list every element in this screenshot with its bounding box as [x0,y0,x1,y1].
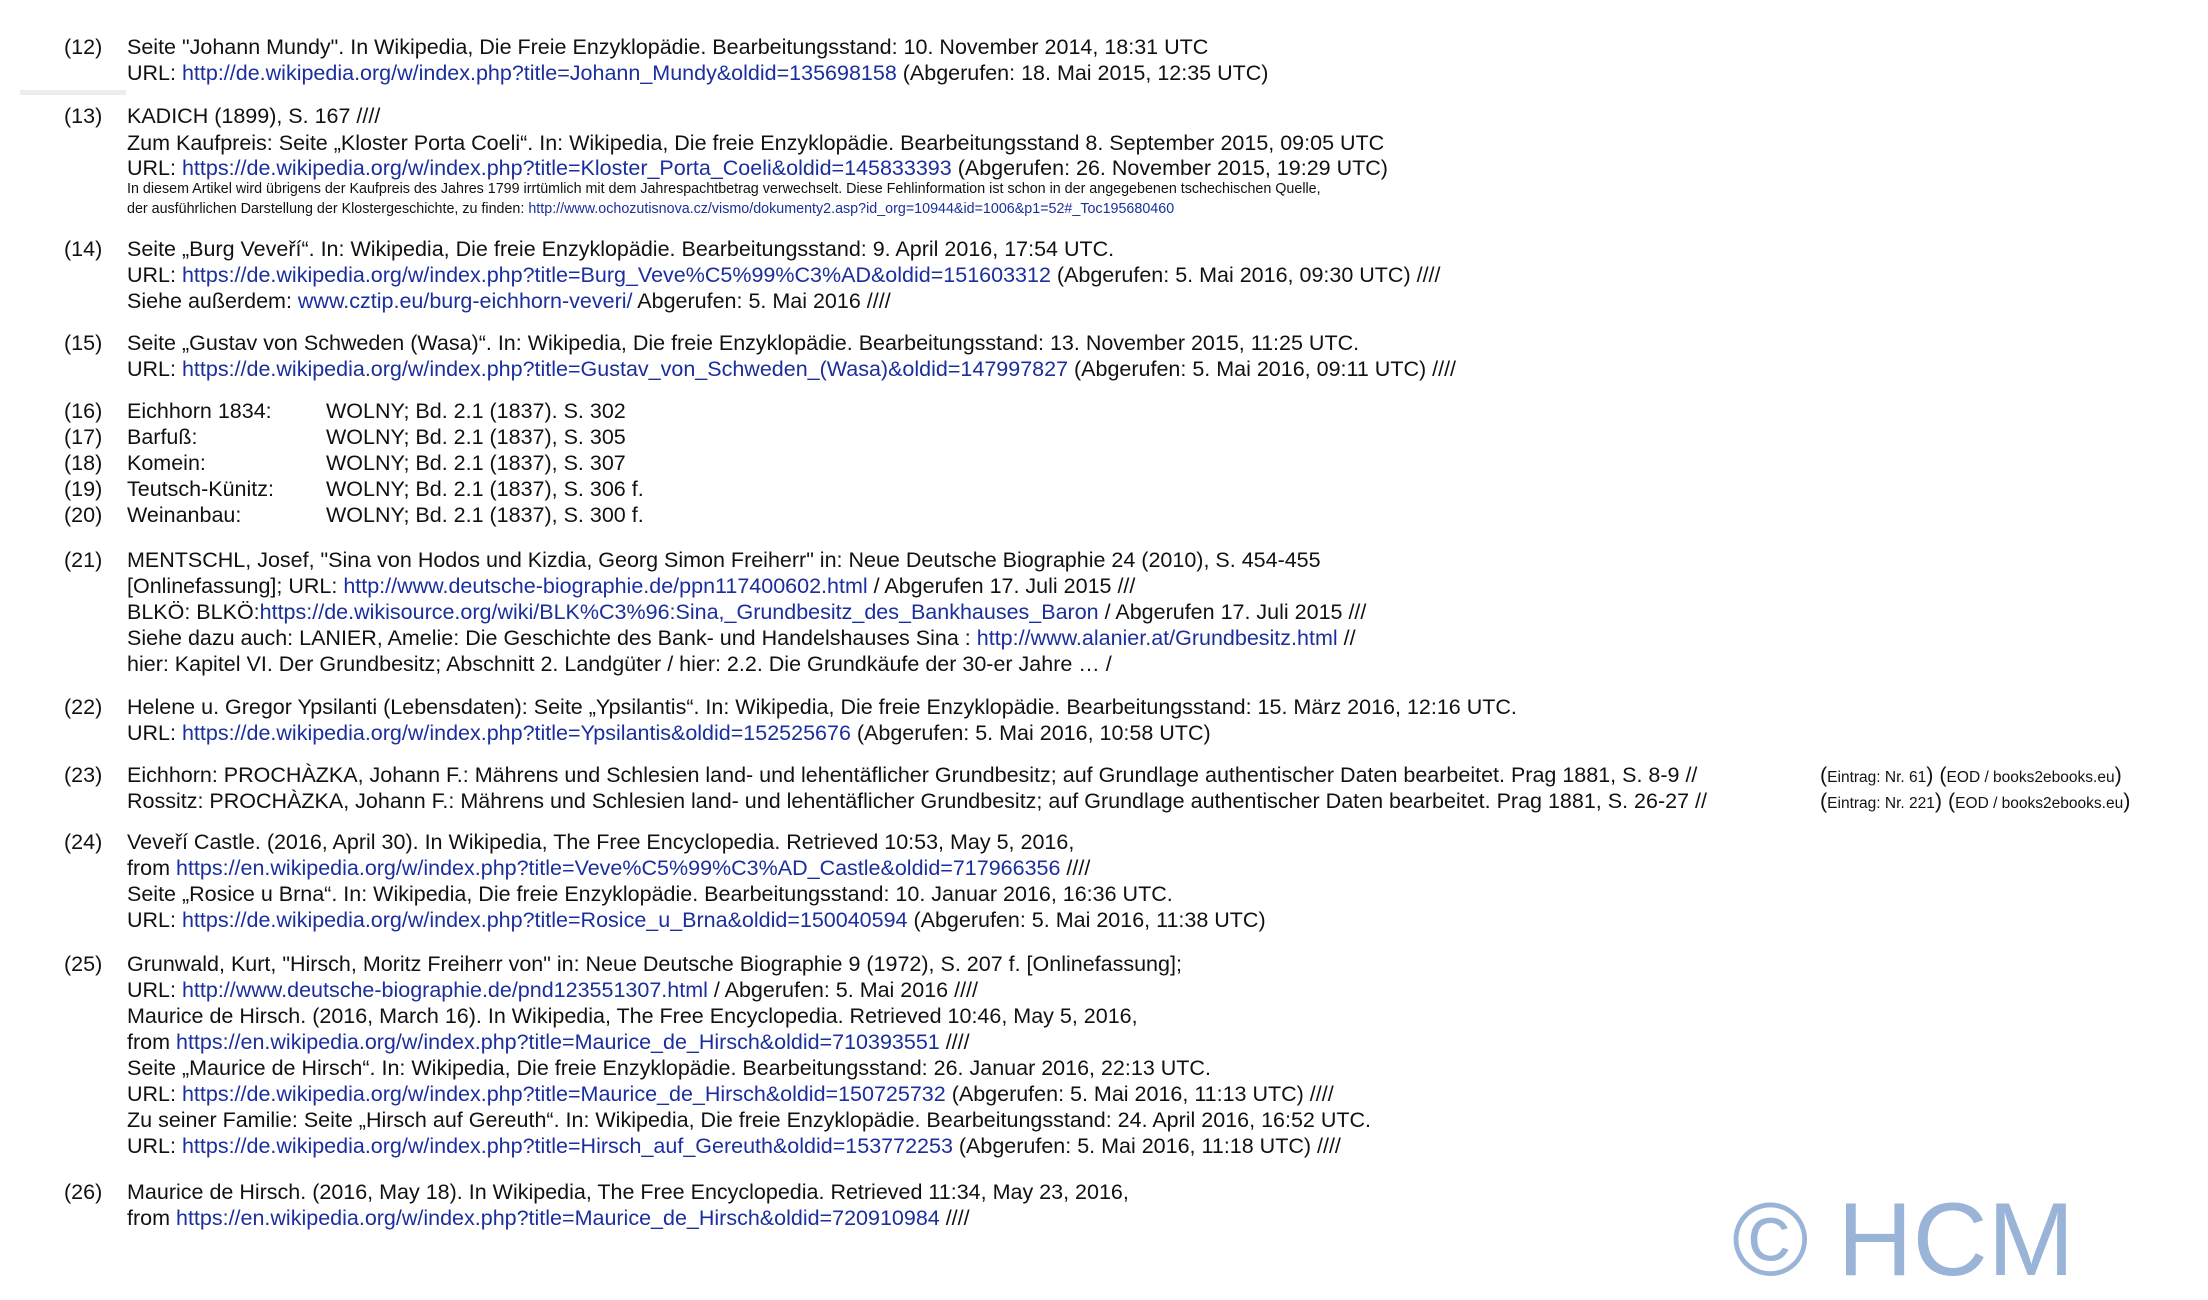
reference-url-line [127,720,1211,746]
reference-link[interactable]: https://en.wikipedia.org/w/index.php?title=Veve%C5%99%C3%AD_Castle&oldid=717966356 [175,856,1061,880]
reference-text: Zum Kaufpreis: Seite „Kloster Porta Coeli“. In: Wikipedia, Die freie Enzyklopädie. Bearbeitungsstand 8. September 2015, 09:05 UTC [127,131,1385,155]
reference-url-line [127,1081,1334,1107]
reference-text: Rossitz: PROCHÀZKA, Johann F.: Mährens und Schlesien land- und lehentäflicher Grundbesitz; auf Grundlage authentischer Daten bearbeitet. Prag 1881, S. 26-27 // [127,789,1707,813]
reference-url-line [127,625,1356,651]
reference-url-line [127,1029,970,1055]
reference-number: (22) [64,695,103,719]
retrieved-note: (Abgerufen: 5. Mai 2016, 11:13 UTC) //// [945,1082,1334,1106]
reference-number: (17) [64,425,103,449]
reference-link[interactable]: www.cztip.eu/burg-eichhorn-veveri/ [297,289,633,313]
footnote-text: In diesem Artikel wird übrigens der Kaufpreis des Jahres 1799 irrtümlich mit dem Jahrespachtbetrag verwechselt. Diese Fehlinformation ist schon in der angegebenen tschechischen Quelle, [127,181,1321,197]
retrieved-note: (Abgerufen: 5. Mai 2016, 11:38 UTC) [907,908,1266,932]
separator-text: //// [939,1030,970,1054]
reference-link[interactable]: https://de.wikipedia.org/w/index.php?title=Rosice_u_Brna&oldid=150040594 [181,908,908,932]
reference-text: Seite „Gustav von Schweden (Wasa)“. In: Wikipedia, Die freie Enzyklopädie. Bearbeitungsstand: 13. November 2015, 11:25 UTC. [127,331,1360,355]
reference-link[interactable]: https://en.wikipedia.org/w/index.php?title=Maurice_de_Hirsch&oldid=710393551 [175,1030,940,1054]
url-label: Siehe außerdem: [127,289,298,313]
url-label: from [127,1030,176,1054]
url-label: URL: [127,908,182,932]
url-label: URL: [127,357,182,381]
reference-text: Veveří Castle. (2016, April 30). In Wikipedia, The Free Encyclopedia. Retrieved 10:53, May 5, 2016, [127,830,1075,854]
retrieved-note: (Abgerufen: 5. Mai 2016, 09:30 UTC) //// [1050,263,1441,287]
reference-text: KADICH (1899), S. 167 //// [127,104,381,128]
reference-text: Maurice de Hirsch. (2016, May 18). In Wikipedia, The Free Encyclopedia. Retrieved 11:34, May 23, 2016, [127,1180,1129,1204]
retrieved-note: / Abgerufen 17. Juli 2015 /// [867,574,1136,598]
retrieved-note: (Abgerufen: 5. Mai 2016, 09:11 UTC) //// [1068,357,1457,381]
reference-link[interactable]: https://en.wikipedia.org/w/index.php?title=Maurice_de_Hirsch&oldid=720910984 [175,1206,940,1230]
entry-note [1820,788,2130,817]
reference-label: Barfuß: [127,425,198,449]
reference-text: Seite „Rosice u Brna“. In: Wikipedia, Die freie Enzyklopädie. Bearbeitungsstand: 10. Januar 2016, 16:36 UTC. [127,882,1173,906]
reference-number: (23) [64,763,103,787]
paren-text: ( [1820,763,1828,787]
reference-link[interactable]: http://www.deutsche-biographie.de/pnd123551307.html [181,978,708,1002]
reference-source: WOLNY; Bd. 2.1 (1837), S. 305 [326,425,626,449]
reference-url-line [127,855,1090,881]
footnote-link[interactable]: http://www.ochozutisnova.cz/vismo/dokumenty2.asp?id_org=10944&id=1006&p1=52#_Toc195680460 [528,201,1175,217]
copyright-watermark: © HCM [1732,1182,2075,1298]
paren-text: ) ( [1926,763,1947,787]
reference-source: WOLNY; Bd. 2.1 (1837). S. 302 [326,399,626,423]
reference-label: Teutsch-Künitz: [127,477,274,501]
reference-number: (19) [64,477,103,501]
reference-url-line [127,288,891,314]
source-note: EOD / books2ebooks.eu [1955,795,2124,812]
reference-number: (20) [64,503,103,527]
reference-source: WOLNY; Bd. 2.1 (1837), S. 307 [326,451,626,475]
scan-artifact [20,90,126,95]
reference-url-line [127,1133,1341,1159]
reference-url-line [127,1205,970,1231]
reference-number: (12) [64,35,103,59]
reference-number: (16) [64,399,103,423]
reference-text: Grunwald, Kurt, "Hirsch, Moritz Freiherr von" in: Neue Deutsche Biographie 9 (1972), S. 207 f. [Onlinefassung]; [127,952,1182,976]
reference-url-line [127,599,1366,625]
reference-text: Seite „Burg Veveří“. In: Wikipedia, Die freie Enzyklopädie. Bearbeitungsstand: 9. April 2016, 17:54 UTC. [127,237,1115,261]
reference-number: (24) [64,830,103,854]
entry-number: Eintrag: Nr. 61 [1827,769,1927,786]
reference-label: Komein: [127,451,206,475]
reference-text: Siehe dazu auch: LANIER, Amelie: Die Geschichte des Bank- und Handelshauses Sina : [127,626,977,650]
reference-source: WOLNY; Bd. 2.1 (1837), S. 300 f. [326,503,644,527]
retrieved-note: (Abgerufen: 26. November 2015, 19:29 UTC) [951,156,1388,180]
reference-text: Maurice de Hirsch. (2016, March 16). In Wikipedia, The Free Encyclopedia. Retrieved 10:46, May 5, 2016, [127,1004,1138,1028]
retrieved-note: (Abgerufen: 5. Mai 2016, 11:18 UTC) //// [952,1134,1341,1158]
paren-text: ) [2123,789,2131,813]
retrieved-note: (Abgerufen: 5. Mai 2016, 10:58 UTC) [850,721,1211,745]
reference-link[interactable]: http://www.deutsche-biographie.de/ppn117400602.html [343,574,868,598]
reference-number: (18) [64,451,103,475]
url-label: from [127,856,176,880]
reference-link[interactable]: https://de.wikisource.org/wiki/BLK%C3%96:Sina,_Grundbesitz_des_Bankhauses_Baron [259,600,1099,624]
url-label: URL: [127,1082,182,1106]
source-note: EOD / books2ebooks.eu [1946,769,2115,786]
separator-text: //// [1060,856,1091,880]
reference-number: (15) [64,331,103,355]
reference-link[interactable]: https://de.wikipedia.org/w/index.php?title=Kloster_Porta_Coeli&oldid=145833393 [181,156,952,180]
retrieved-note: / Abgerufen: 5. Mai 2016 //// [707,978,979,1002]
paren-text: ) [2114,763,2122,787]
reference-number: (21) [64,548,103,572]
paren-text: ) ( [1934,789,1956,813]
reference-url-line [127,977,978,1003]
url-label: BLKÖ: BLKÖ: [127,600,260,624]
footnote-url-line [127,200,1174,219]
paren-text: ( [1820,789,1828,813]
reference-text: Eichhorn: PROCHÀZKA, Johann F.: Mährens und Schlesien land- und lehentäflicher Grundbesitz; auf Grundlage authentischer Daten bearbeitet. Prag 1881, S. 8-9 // [127,763,1698,787]
entry-note [1820,762,2122,791]
reference-number: (25) [64,952,103,976]
retrieved-note: Abgerufen: 5. Mai 2016 //// [632,289,891,313]
url-label: URL: [127,721,182,745]
reference-text: Zu seiner Familie: Seite „Hirsch auf Gereuth“. In: Wikipedia, Die freie Enzyklopädie. Bearbeitungsstand: 24. April 2016, 16:52 UTC. [127,1108,1372,1132]
reference-link[interactable]: https://de.wikipedia.org/w/index.php?title=Ypsilantis&oldid=152525676 [181,721,851,745]
reference-text: hier: Kapitel VI. Der Grundbesitz; Abschnitt 2. Landgüter / hier: 2.2. Die Grundkäufe der 30-er Jahre … / [127,652,1112,676]
reference-number: (26) [64,1180,103,1204]
reference-link[interactable]: http://www.alanier.at/Grundbesitz.html [976,626,1338,650]
reference-number: (13) [64,104,103,128]
reference-link[interactable]: https://de.wikipedia.org/w/index.php?title=Gustav_von_Schweden_(Wasa)&oldid=147997827 [181,357,1069,381]
reference-url-line [127,262,1441,288]
reference-url-line [127,356,1456,382]
reference-text: Seite „Maurice de Hirsch“. In: Wikipedia, Die freie Enzyklopädie. Bearbeitungsstand: 26. Januar 2016, 22:13 UTC. [127,1056,1211,1080]
reference-number: (14) [64,237,103,261]
reference-label: Eichhorn 1834: [127,399,272,423]
url-label: URL: [127,61,182,85]
reference-text: MENTSCHL, Josef, "Sina von Hodos und Kizdia, Georg Simon Freiherr" in: Neue Deutsche Biographie 24 (2010), S. 454-455 [127,548,1321,572]
reference-url-line [127,60,1268,86]
url-label: URL: [127,1134,182,1158]
reference-url-line [127,907,1266,933]
url-label: URL: [127,263,182,287]
reference-text: Helene u. Gregor Ypsilanti (Lebensdaten): Seite „Ypsilantis“. In: Wikipedia, Die freie Enzyklopädie. Bearbeitungsstand: 15. März 2016, 12:16 UTC. [127,695,1517,719]
reference-url-line [127,155,1388,181]
retrieved-note: / Abgerufen 17. Juli 2015 /// [1098,600,1367,624]
reference-label: Weinanbau: [127,503,242,527]
reference-url-line [127,573,1135,599]
reference-link[interactable]: https://de.wikipedia.org/w/index.php?title=Burg_Veve%C5%99%C3%AD&oldid=151603312 [181,263,1051,287]
reference-link[interactable]: http://de.wikipedia.org/w/index.php?title=Johann_Mundy&oldid=135698158 [181,61,897,85]
url-label: URL: [127,978,182,1002]
reference-text: Seite "Johann Mundy". In Wikipedia, Die Freie Enzyklopädie. Bearbeitungsstand: 10. November 2014, 18:31 UTC [127,35,1209,59]
url-label: from [127,1206,176,1230]
separator-text: //// [939,1206,970,1230]
retrieved-note: (Abgerufen: 18. Mai 2015, 12:35 UTC) [896,61,1269,85]
reference-link[interactable]: https://de.wikipedia.org/w/index.php?title=Hirsch_auf_Gereuth&oldid=153772253 [181,1134,953,1158]
reference-source: WOLNY; Bd. 2.1 (1837), S. 306 f. [326,477,644,501]
url-label: URL: [127,156,182,180]
footnote-text: der ausführlichen Darstellung der Klostergeschichte, zu finden: [127,201,529,217]
entry-number: Eintrag: Nr. 221 [1827,795,1935,812]
reference-link[interactable]: https://de.wikipedia.org/w/index.php?title=Maurice_de_Hirsch&oldid=150725732 [181,1082,946,1106]
url-label: [Onlinefassung]; URL: [127,574,344,598]
separator-text: // [1337,626,1356,650]
